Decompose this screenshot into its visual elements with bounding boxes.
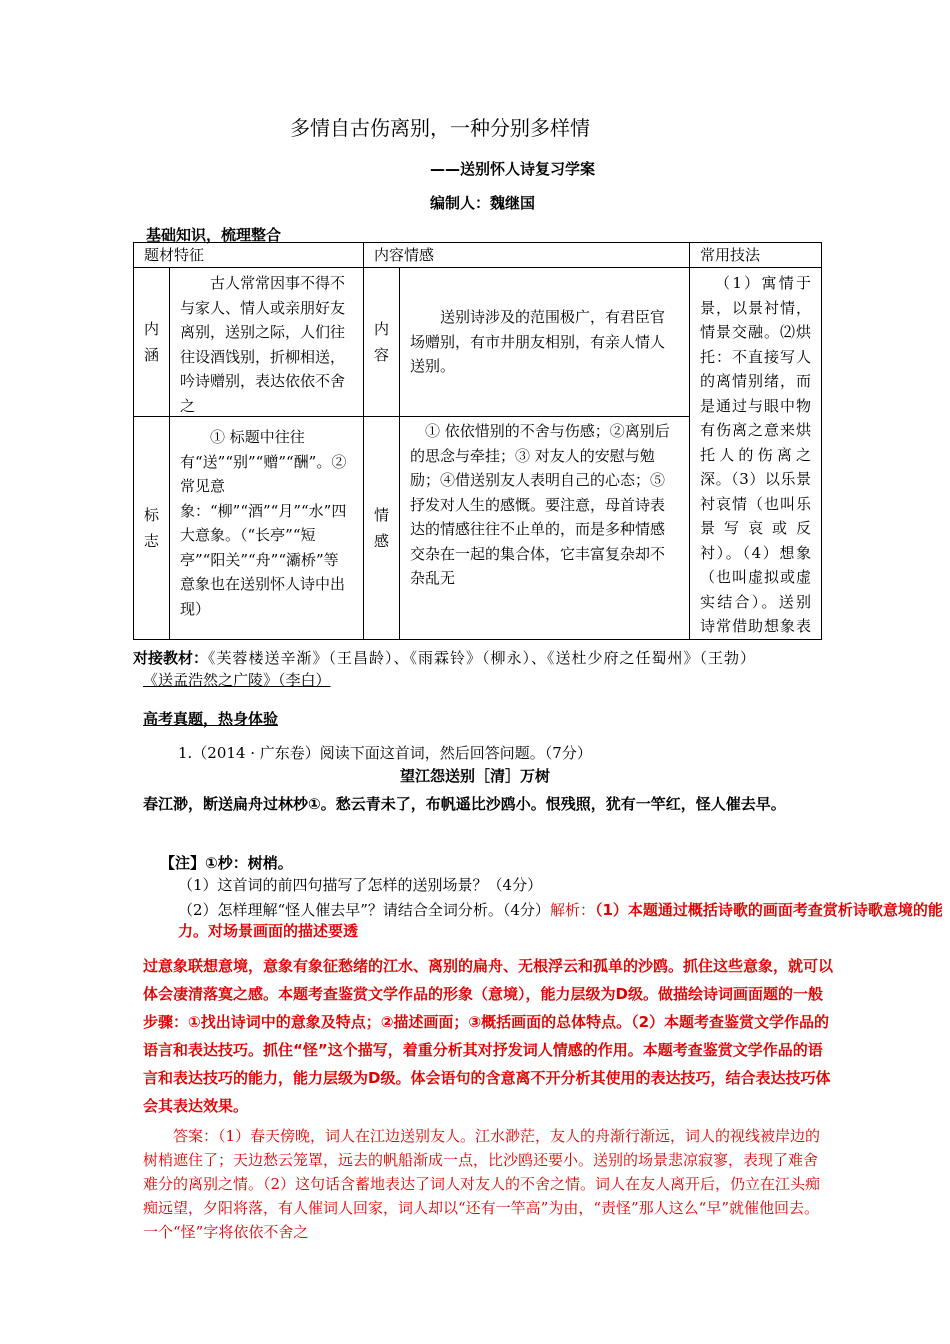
emotion-cell: ① 依依惜别的不舍与伤感；②离别后的思念与牵挂；③ 对友人的安慰与勉励；④借送别友人表明自己的心态；⑤抒发对人生的感慨。要注意，母首诗表达的情感往往不止单的，而是多种情感交杂在一起的集合体，它丰富复杂却不杂乱无 [400, 417, 690, 640]
answer-text: 答案：（1）春天傍晚，词人在江边送别友人。江水渺茫，友人的舟渐行渐远，词人的视线被岸边的树梢遮住了；天边愁云笼罩，远去的帆船渐成一点，比沙鸥还要小。送别的场景悲凉寂寥，表现了难舍难分的离别之情。（2）这句话含蓄地表达了词人对友人的不舍之情。词人在友人离开后，仍立在江头痴痴远望，夕阳将落，有人催词人回家，词人却以“还有一竿高”为由，“责怪”那人这么“早”就催他回去。一个“怪”字将依依不舍之 [143, 1127, 821, 1241]
poem-note: 【注】①杪：树梢。 [160, 854, 293, 872]
section-heading-basics: 基础知识，梳理整合 [146, 226, 282, 244]
textbook-links-label: 对接教材： [133, 649, 209, 667]
analysis-text: 过意象联想意境，意象有象征愁绪的江水、离别的扁舟、无根浮云和孤单的沙鸥。抓住这些意象，就可以体会凄清落寞之感。本题考查鉴赏文学作品的形象（意境），能力层级为D级。做描绘诗词画面题的一般步骤：①找出诗词中的意象及特点；②描述画面；③概括画面的总体特点。（2）本题考查鉴赏文学作品的语言和表达技巧。抓住“怪”这个描写，着重分析其对抒发词人情感的作用。本题考查鉴赏文学作品的语言和表达技巧的能力，能力层级为D级。体会语句的含意离不开分析其使用的表达技巧，结合表达技巧体会其表达效果。 [143, 957, 834, 1115]
sub-question-2 [178, 899, 950, 941]
textbook-links-line3: 《送孟浩然之广陵》（李白） [143, 671, 331, 689]
sub-question-1: （1）这首词的前四句描写了怎样的送别场景？（4分） [178, 876, 543, 894]
row-label-content: 内容 [364, 268, 400, 417]
section-heading-exam: 高考真题，热身体验 [143, 710, 279, 728]
poem-title: 望江怨送别［清］万树 [399, 767, 550, 785]
row-label-emotion: 情感 [364, 417, 400, 640]
connotation-feature-cell: 古人常常因事不得不与家人、情人或亲朋好友离别，送别之际，人们往往设酒饯别，折柳相送，吟诗赠别，表达依依不舍之 [170, 268, 364, 417]
poem-text: 春江渺，断送扁舟过林杪①。愁云青未了，布帆遥比沙鸥小。恨残照，犹有一竿红，怪人催去早。 [143, 795, 786, 813]
table-header-technique: 常用技法 [690, 243, 822, 268]
sub-question-2-text: （2）怎样理解“怪人催去早”？请结合全词分析。（4分） [178, 901, 550, 919]
page-title: 多情自古伤离别，一种分别多样情 [290, 116, 590, 140]
question-intro: 1.（2014 · 广东卷）阅读下面这首词，然后回答问题。（7分） [178, 744, 592, 762]
analysis-label: 解析： [549, 901, 595, 919]
row-label-connotation: 内涵 [134, 268, 170, 417]
analysis-first: （1）本题通过概括诗歌的画面考查赏析诗歌意境的能力。对场景画面的描述要透 [178, 901, 943, 940]
author-line: 编制人：魏继国 [430, 194, 536, 212]
table-header-content: 内容情感 [364, 243, 690, 268]
content-scope-cell: 送别诗涉及的范围极广，有君臣官场赠别，有市井朋友相别，有亲人情人送别。 [400, 268, 690, 417]
textbook-links [133, 647, 823, 691]
page-subtitle: ——送别怀人诗复习学案 [430, 160, 596, 178]
row-label-markers: 标志 [134, 417, 170, 640]
summary-table [133, 242, 822, 640]
techniques-cell: （1）寓情于景，以景衬情，情景交融。⑵烘托：不直接写人的离情别绪，而是通过与眼中物有伤离之意来烘托人的伤离之深。（3）以乐景衬哀情（也叫乐景写哀或反衬）。（4）想象（也叫虚拟或虚实结合）。送别诗常借助想象表 [690, 268, 822, 640]
markers-feature-cell: ① 标题中往往有“送”“别”“赠”“酬”。②常见意象：“柳”“酒”“月”“水”四大意象。（“长亭”“短亭”“阳关”“舟”“灞桥”等意象也在送别怀人诗中出现） [170, 417, 364, 640]
textbook-links-text: 《芙蓉楼送辛渐》（王昌龄）、《雨霖铃》（柳永）、《送杜少府之任蜀州》（王勃） [208, 649, 757, 667]
table-header-feature: 题材特征 [134, 243, 364, 268]
